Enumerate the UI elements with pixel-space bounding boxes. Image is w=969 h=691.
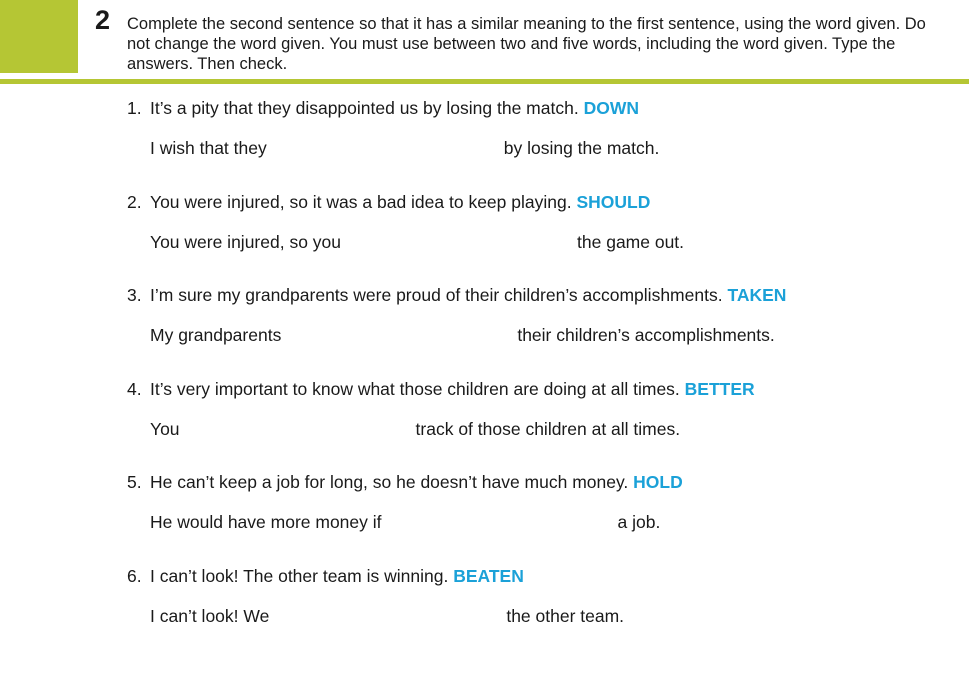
exercise-number: 2 xyxy=(95,5,111,35)
key-word: SHOULD xyxy=(576,192,651,212)
question-6 xyxy=(127,565,625,626)
answer-sentence xyxy=(150,418,680,440)
answer-suffix: track of those children at all times. xyxy=(415,419,681,439)
answer-suffix: the other team. xyxy=(506,606,625,626)
question-sentence xyxy=(127,471,683,493)
question-text: You were injured, so it was a bad idea to keep playing. xyxy=(150,192,572,212)
answer-prefix: He would have more money if xyxy=(150,512,382,532)
question-number: 3. xyxy=(127,285,142,305)
question-text: I’m sure my grandparents were proud of their children’s accomplishments. xyxy=(150,285,723,305)
answer-prefix: My grandparents xyxy=(150,325,282,345)
question-sentence xyxy=(127,378,755,400)
question-number: 4. xyxy=(127,379,142,399)
question-number: 6. xyxy=(127,566,142,586)
question-3 xyxy=(127,284,787,345)
question-2 xyxy=(127,191,685,252)
key-word: BEATEN xyxy=(453,566,524,586)
question-sentence xyxy=(127,565,524,587)
accent-block xyxy=(0,0,78,73)
answer-prefix: You were injured, so you xyxy=(150,232,342,252)
answer-suffix: a job. xyxy=(617,512,661,532)
key-word: BETTER xyxy=(684,379,755,399)
key-word: DOWN xyxy=(583,98,639,118)
question-sentence xyxy=(127,97,639,119)
answer-sentence xyxy=(150,605,624,627)
answer-sentence xyxy=(150,137,659,159)
answer-prefix: You xyxy=(150,419,180,439)
question-text: It’s very important to know what those children are doing at all times. xyxy=(150,379,680,399)
question-number: 5. xyxy=(127,472,142,492)
question-text: It’s a pity that they disappointed us by losing the match. xyxy=(150,98,579,118)
question-5 xyxy=(127,471,683,532)
question-number: 2. xyxy=(127,192,142,212)
question-text: I can’t look! The other team is winning. xyxy=(150,566,449,586)
exercise-instructions: Complete the second sentence so that it has a similar meaning to the first sentence, using the word given. Do not change the word given. You must use between two and five words, including the word given. Type the answers. Then check. xyxy=(127,15,926,73)
answer-prefix: I wish that they xyxy=(150,138,267,158)
answer-suffix: the game out. xyxy=(577,232,685,252)
question-1 xyxy=(127,97,660,158)
header-divider xyxy=(0,79,969,84)
answer-sentence xyxy=(150,324,775,346)
question-sentence xyxy=(127,191,650,213)
answer-sentence xyxy=(150,231,684,253)
answer-sentence xyxy=(150,511,660,533)
key-word: HOLD xyxy=(633,472,683,492)
question-text: He can’t keep a job for long, so he doesn’t have much money. xyxy=(150,472,629,492)
question-sentence xyxy=(127,284,786,306)
answer-suffix: their children’s accomplishments. xyxy=(517,325,775,345)
answer-prefix: I can’t look! We xyxy=(150,606,270,626)
key-word: TAKEN xyxy=(727,285,787,305)
answer-suffix: by losing the match. xyxy=(503,138,660,158)
question-4 xyxy=(127,378,755,439)
question-number: 1. xyxy=(127,98,142,118)
